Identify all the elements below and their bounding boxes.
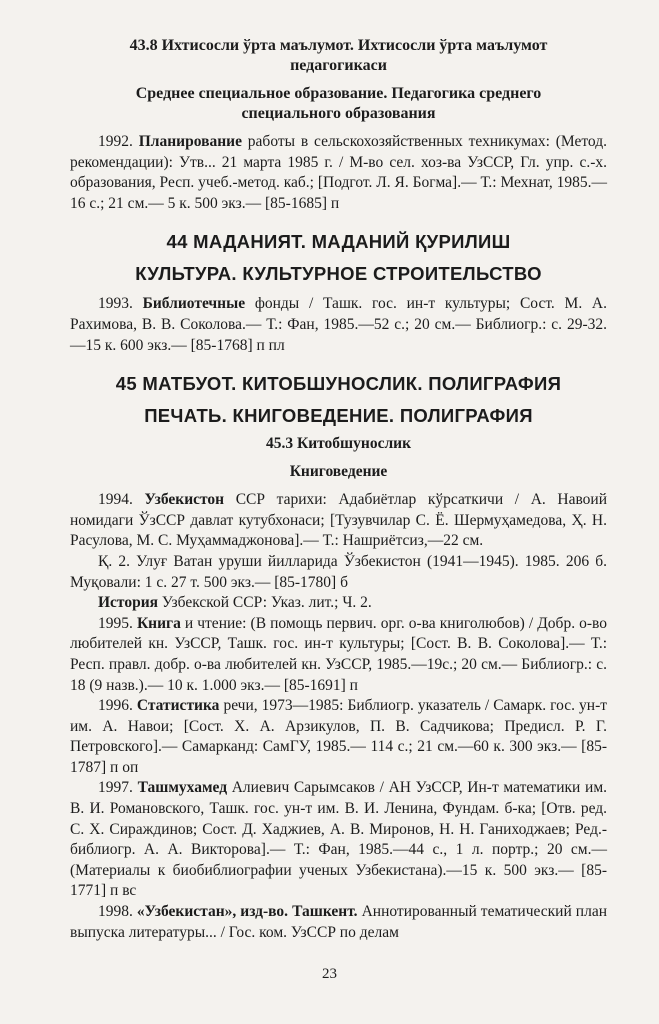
page-number: 23 xyxy=(322,966,337,982)
entry-text: фонды / Ташк. гос. ин-т культуры; Сост. М. А. Рахимова, В. В. Соколова.— Т.: Фан, 1985.—52 с.; 20 см.— Библиогр.: с. 29-32.—15 к. 600 экз.— [85-1768] п пл xyxy=(70,295,607,354)
section-45-3-title-ru: Книговедение xyxy=(289,463,388,481)
entry-text: и чтение: (В помощь первич. орг. о-ва книголюбов) / Добр. о-во любителей кн. УзССР, Ташк. гос. ин-т культуры; [Сост. В. В. Соколова].— Т.: Респ. правл. добр. о-ва любителей кн. УзССР, 1985.—19с.; 20 см.— Библиогр.: с. 18 (9 назв.).— 10 к. 1.000 экз.— [85-1691] п xyxy=(70,614,608,694)
entry-1994 xyxy=(70,490,607,552)
entry-lead: Статистика xyxy=(136,697,220,715)
entry-text: речи, 1973—1985: Библиогр. указатель / Самарк. гос. ун-т им. А. Навои; [Сост. Х. А. Арзикулов, П. В. Садчикова; Предисл. Р. Г. Петровского].— Самарканд: СамГУ, 1985.— 114 с.; 21 см.—60 к. 300 экз.— [85-1787] п оп xyxy=(70,697,607,776)
entry-lead: История xyxy=(98,594,159,612)
section-44-title-ru: КУЛЬТУРА. КУЛЬТУРНОЕ СТРОИТЕЛЬСТВО xyxy=(135,263,542,285)
entry-number: 1993. xyxy=(98,295,133,313)
entry-lead: Узбекистон xyxy=(144,491,225,509)
entry-text: Аннотированный тематический план выпуска литературы... / Гос. ком. УзССР по делам xyxy=(70,903,607,941)
entry-number: 1996. xyxy=(98,697,133,715)
entry-lead: Ташмухамед xyxy=(137,779,228,797)
entry-number: 1997. xyxy=(98,779,133,797)
entry-text: Узбекской ССР: Указ. лит.; Ч. 2. xyxy=(158,594,372,612)
section-43-8-title-ru: Среднее специальное образование. Педагогика среднего специального образования xyxy=(135,85,542,122)
section-45-title-uz: 45 МАТБУОТ. КИТОБШУНОСЛИК. ПОЛИГРАФИЯ xyxy=(115,373,562,395)
section-44-title-uz: 44 МАДАНИЯТ. МАДАНИЙ ҚУРИЛИШ xyxy=(166,231,511,253)
entry-number: 1992. xyxy=(98,133,133,150)
entry-1997 xyxy=(70,778,607,902)
entry-number: 1995. xyxy=(98,614,133,632)
entry-1994-ru xyxy=(70,593,607,614)
entry-lead: Планирование xyxy=(138,133,242,150)
section-45-3-title-uz: 45.3 Китобшунослик xyxy=(265,435,412,453)
entry-1998 xyxy=(70,902,607,943)
entry-1993 xyxy=(70,294,607,356)
entry-1996 xyxy=(70,696,607,778)
entry-1995 xyxy=(70,614,607,696)
section-43-8-title-uz: 43.8 Ихтисосли ўрта маълумот. Ихтисосли ўрта маълумот педагогикаси xyxy=(129,37,548,74)
entry-1992 xyxy=(70,132,607,214)
entry-lead: «Узбекистан», изд-во. Ташкент. xyxy=(136,903,358,921)
entry-lead: Книга xyxy=(136,614,181,632)
section-45-title-ru: ПЕЧАТЬ. КНИГОВЕДЕНИЕ. ПОЛИГРАФИЯ xyxy=(144,405,533,427)
entry-text: ССР тарихи: Адабиётлар кўрсаткичи / А. Навоий номидаги ЎзССР давлат кутубхонаси; [Тузувчилар С. Ё. Шермуҳамедова, Ҳ. Н. Расулова, М. С. Муҳаммаджонова].— Т.: Нашриётсиз,—22 см. xyxy=(70,491,608,550)
entry-text: Алиевич Сарымсаков / АН УзССР, Ин-т математики им. В. И. Романовского, Ташк. гос. ун-т им. В. И. Ленина, Фундам. б-ка; [Отв. ред. С. Х. Сираждинов; Сост. Д. Хаджиев, А. В. Миронов, Н. Н. Ганиходжаев; Ред.-библиогр. А. А. Викторова].— Т.: Фан, 1985.—44 с., 1 л. портр.; 20 см.— (Материалы к биобиблиографии ученых Узбекистана).—15 к. 500 экз.— [85-1771] п вс xyxy=(70,779,607,900)
entry-number: 1994. xyxy=(98,491,133,509)
entry-number: 1998. xyxy=(98,903,133,921)
entry-lead: Библиотечные xyxy=(142,295,246,313)
entry-text: работы в сельскохозяйственных техникумах: (Метод. рекомендации): Утв... 21 марта 1985 г. / М-во сел. хоз-ва УзССР, Гл. упр. с.-х. образования, Респ. учеб.-метод. каб.; [Подгот. Л. Я. Богма].— Т.: Мехнат, 1985.—16 с.; 21 см.— 5 к. 500 экз.— [85-1685] п xyxy=(70,133,608,212)
entry-1994-part: Қ. 2. Улуғ Ватан уруши йилларида Ўзбекистон (1941—1945). 1985. 206 б. Муқовали: 1 с. 27 т. 500 экз.— [85-1780] б xyxy=(70,552,607,591)
